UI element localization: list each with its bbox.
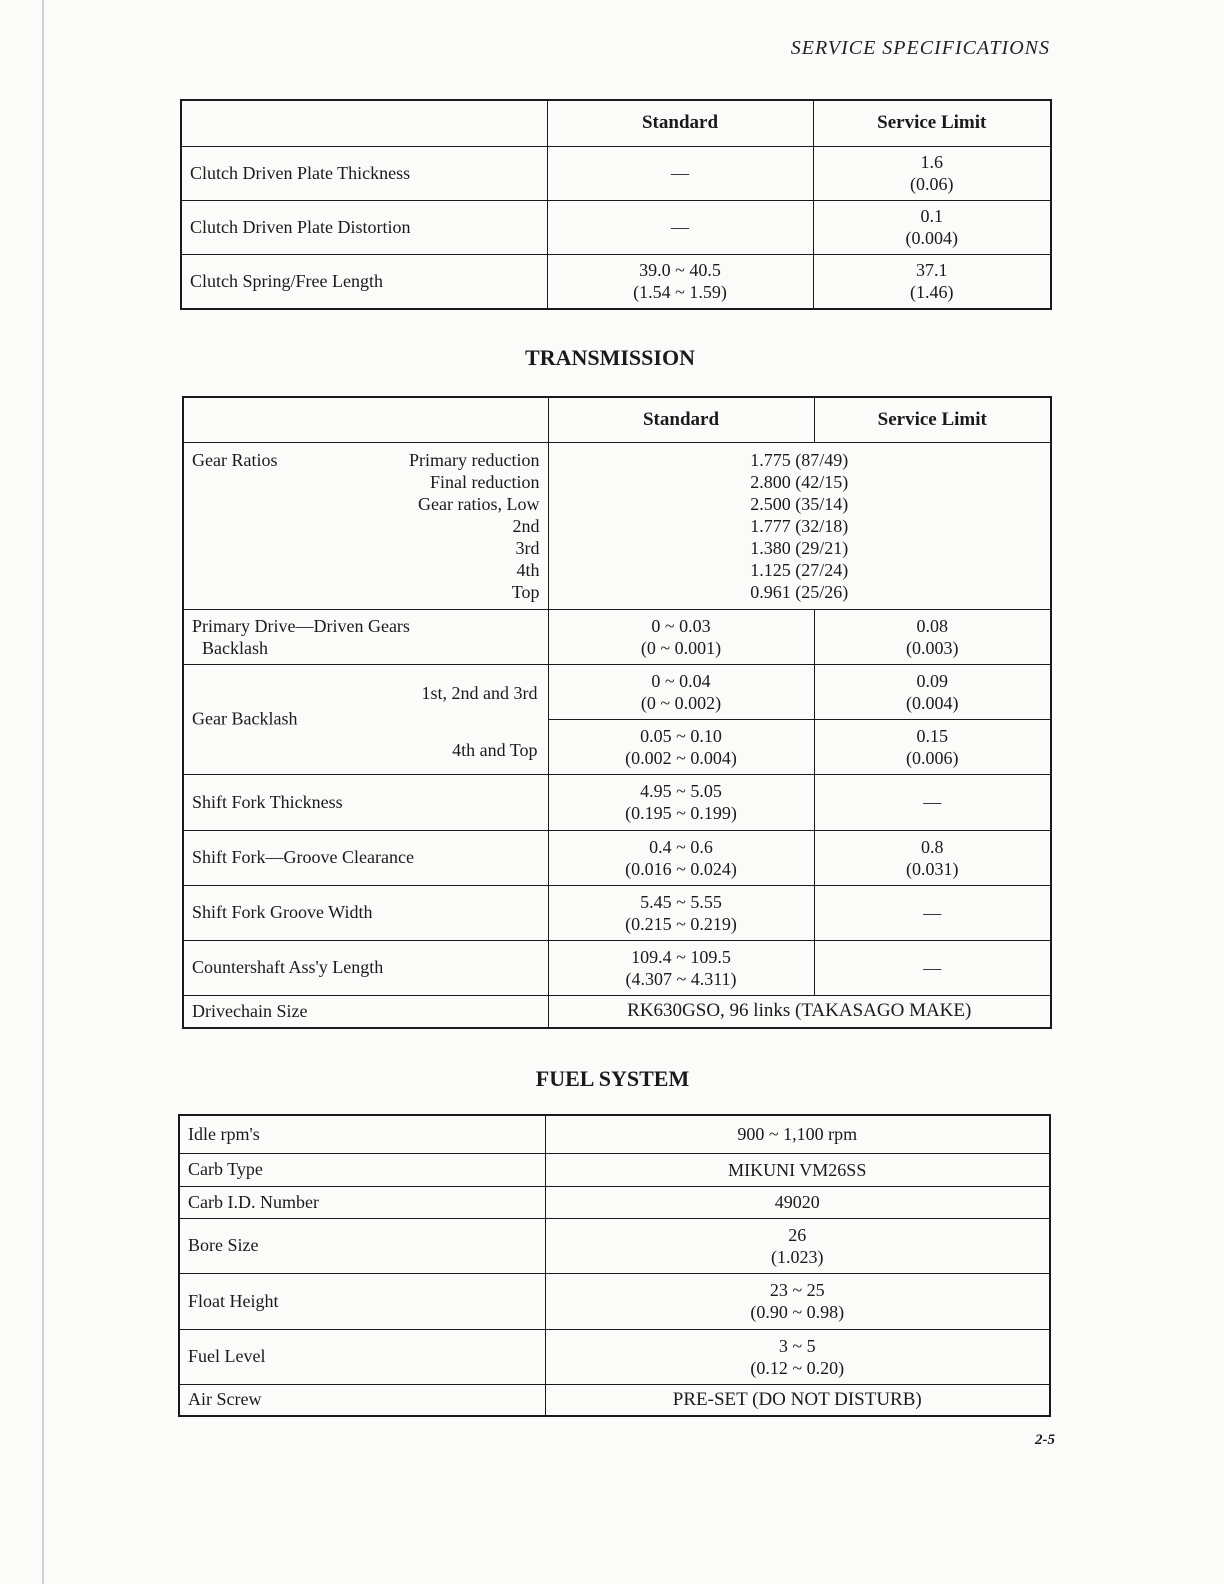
row-item: Countershaft Ass'y Length [183, 940, 548, 995]
drivechain-value: RK630GSO, 96 links (TAKASAGO MAKE) [548, 995, 1051, 1028]
table-row [183, 774, 1051, 830]
gear-backlash-item: Gear Backlash 1st, 2nd and 3rd 4th and Top [183, 664, 548, 774]
table-row [179, 1329, 1050, 1384]
row-limit: 0.08 (0.003) [814, 609, 1051, 664]
table-row [179, 1115, 1050, 1153]
gear-ratios-row [183, 442, 1051, 609]
table-row [183, 995, 1051, 1028]
header-blank [183, 397, 548, 442]
row-standard: 0.05 ~ 0.10 (0.002 ~ 0.004) [548, 719, 814, 774]
row-item: Clutch Spring/Free Length [181, 254, 547, 309]
row-limit: — [814, 774, 1051, 830]
row-limit: 0.15 (0.006) [814, 719, 1051, 774]
row-value: 26 (1.023) [545, 1218, 1050, 1273]
fuel-system-table [178, 1114, 1051, 1417]
transmission-title: TRANSMISSION [525, 345, 695, 370]
table-row [181, 254, 1051, 309]
row-item: Bore Size [179, 1218, 545, 1273]
row-value: 49020 [545, 1186, 1050, 1218]
row-item: Carb I.D. Number [179, 1186, 545, 1218]
header-standard: Standard [548, 397, 814, 442]
row-standard: 0 ~ 0.03 (0 ~ 0.001) [548, 609, 814, 664]
row-standard: 5.45 ~ 5.55 (0.215 ~ 0.219) [548, 885, 814, 940]
table-row [183, 664, 1051, 719]
row-limit: 0.09 (0.004) [814, 664, 1051, 719]
row-standard: — [547, 200, 813, 254]
row-value: 3 ~ 5 (0.12 ~ 0.20) [545, 1329, 1050, 1384]
table-row [179, 1384, 1050, 1416]
header-blank [181, 100, 547, 146]
row-item: Clutch Driven Plate Thickness [181, 146, 547, 200]
gear-ratio-items: Primary reduction Final reduction Gear ratios, Low 2nd 3rd 4th Top [409, 449, 540, 602]
binder-edge [42, 0, 44, 1584]
row-item: Idle rpm's [179, 1115, 545, 1153]
row-item: Shift Fork Groove Width [183, 885, 548, 940]
row-item: Carb Type [179, 1153, 545, 1186]
table-row [183, 830, 1051, 885]
page-number: 2-5 [1035, 1432, 1055, 1448]
gear-ratio-values: 1.775 (87/49) 2.800 (42/15) 2.500 (35/14) 1.777 (32/18) 1.380 (29/21) 1.125 (27/24) 0.961 (25/26) [548, 442, 1051, 609]
row-limit: — [814, 885, 1051, 940]
header-standard: Standard [547, 100, 813, 146]
row-value: 900 ~ 1,100 rpm [545, 1115, 1050, 1153]
table-row [181, 200, 1051, 254]
clutch-table [180, 99, 1052, 310]
row-item: Drivechain Size [183, 995, 548, 1028]
gear-ratios-item [183, 442, 548, 609]
row-limit: — [814, 940, 1051, 995]
row-item: Primary Drive—Driven Gears Backlash [183, 609, 548, 664]
row-item: Float Height [179, 1273, 545, 1329]
table-row [183, 940, 1051, 995]
row-item: Clutch Driven Plate Distortion [181, 200, 547, 254]
row-limit: 37.1 (1.46) [813, 254, 1051, 309]
page-header: SERVICE SPECIFICATIONS [790, 37, 1050, 59]
header-service-limit: Service Limit [813, 100, 1051, 146]
row-item: Shift Fork—Groove Clearance [183, 830, 548, 885]
gear-ratios-label: Gear Ratios [192, 449, 278, 470]
table-row [179, 1153, 1050, 1186]
row-value: 23 ~ 25 (0.90 ~ 0.98) [545, 1273, 1050, 1329]
header-service-limit: Service Limit [814, 397, 1051, 442]
row-standard: 109.4 ~ 109.5 (4.307 ~ 4.311) [548, 940, 814, 995]
table-header-row [181, 100, 1051, 146]
row-item: Shift Fork Thickness [183, 774, 548, 830]
table-row [179, 1273, 1050, 1329]
transmission-table [182, 396, 1052, 1029]
row-item: Air Screw [179, 1384, 545, 1416]
table-row [183, 609, 1051, 664]
row-standard: — [547, 146, 813, 200]
row-standard: 4.95 ~ 5.05 (0.195 ~ 0.199) [548, 774, 814, 830]
row-standard: 0 ~ 0.04 (0 ~ 0.002) [548, 664, 814, 719]
row-value: MIKUNI VM26SS [545, 1153, 1050, 1186]
table-row [179, 1218, 1050, 1273]
row-value: PRE-SET (DO NOT DISTURB) [545, 1384, 1050, 1416]
row-limit: 0.8 (0.031) [814, 830, 1051, 885]
table-row [179, 1186, 1050, 1218]
row-standard: 39.0 ~ 40.5 (1.54 ~ 1.59) [547, 254, 813, 309]
row-standard: 0.4 ~ 0.6 (0.016 ~ 0.024) [548, 830, 814, 885]
row-item: Fuel Level [179, 1329, 545, 1384]
row-limit: 0.1 (0.004) [813, 200, 1051, 254]
table-row [183, 885, 1051, 940]
fuel-system-title: FUEL SYSTEM [535, 1066, 690, 1091]
row-limit: 1.6 (0.06) [813, 146, 1051, 200]
table-row [181, 146, 1051, 200]
table-header-row [183, 397, 1051, 442]
